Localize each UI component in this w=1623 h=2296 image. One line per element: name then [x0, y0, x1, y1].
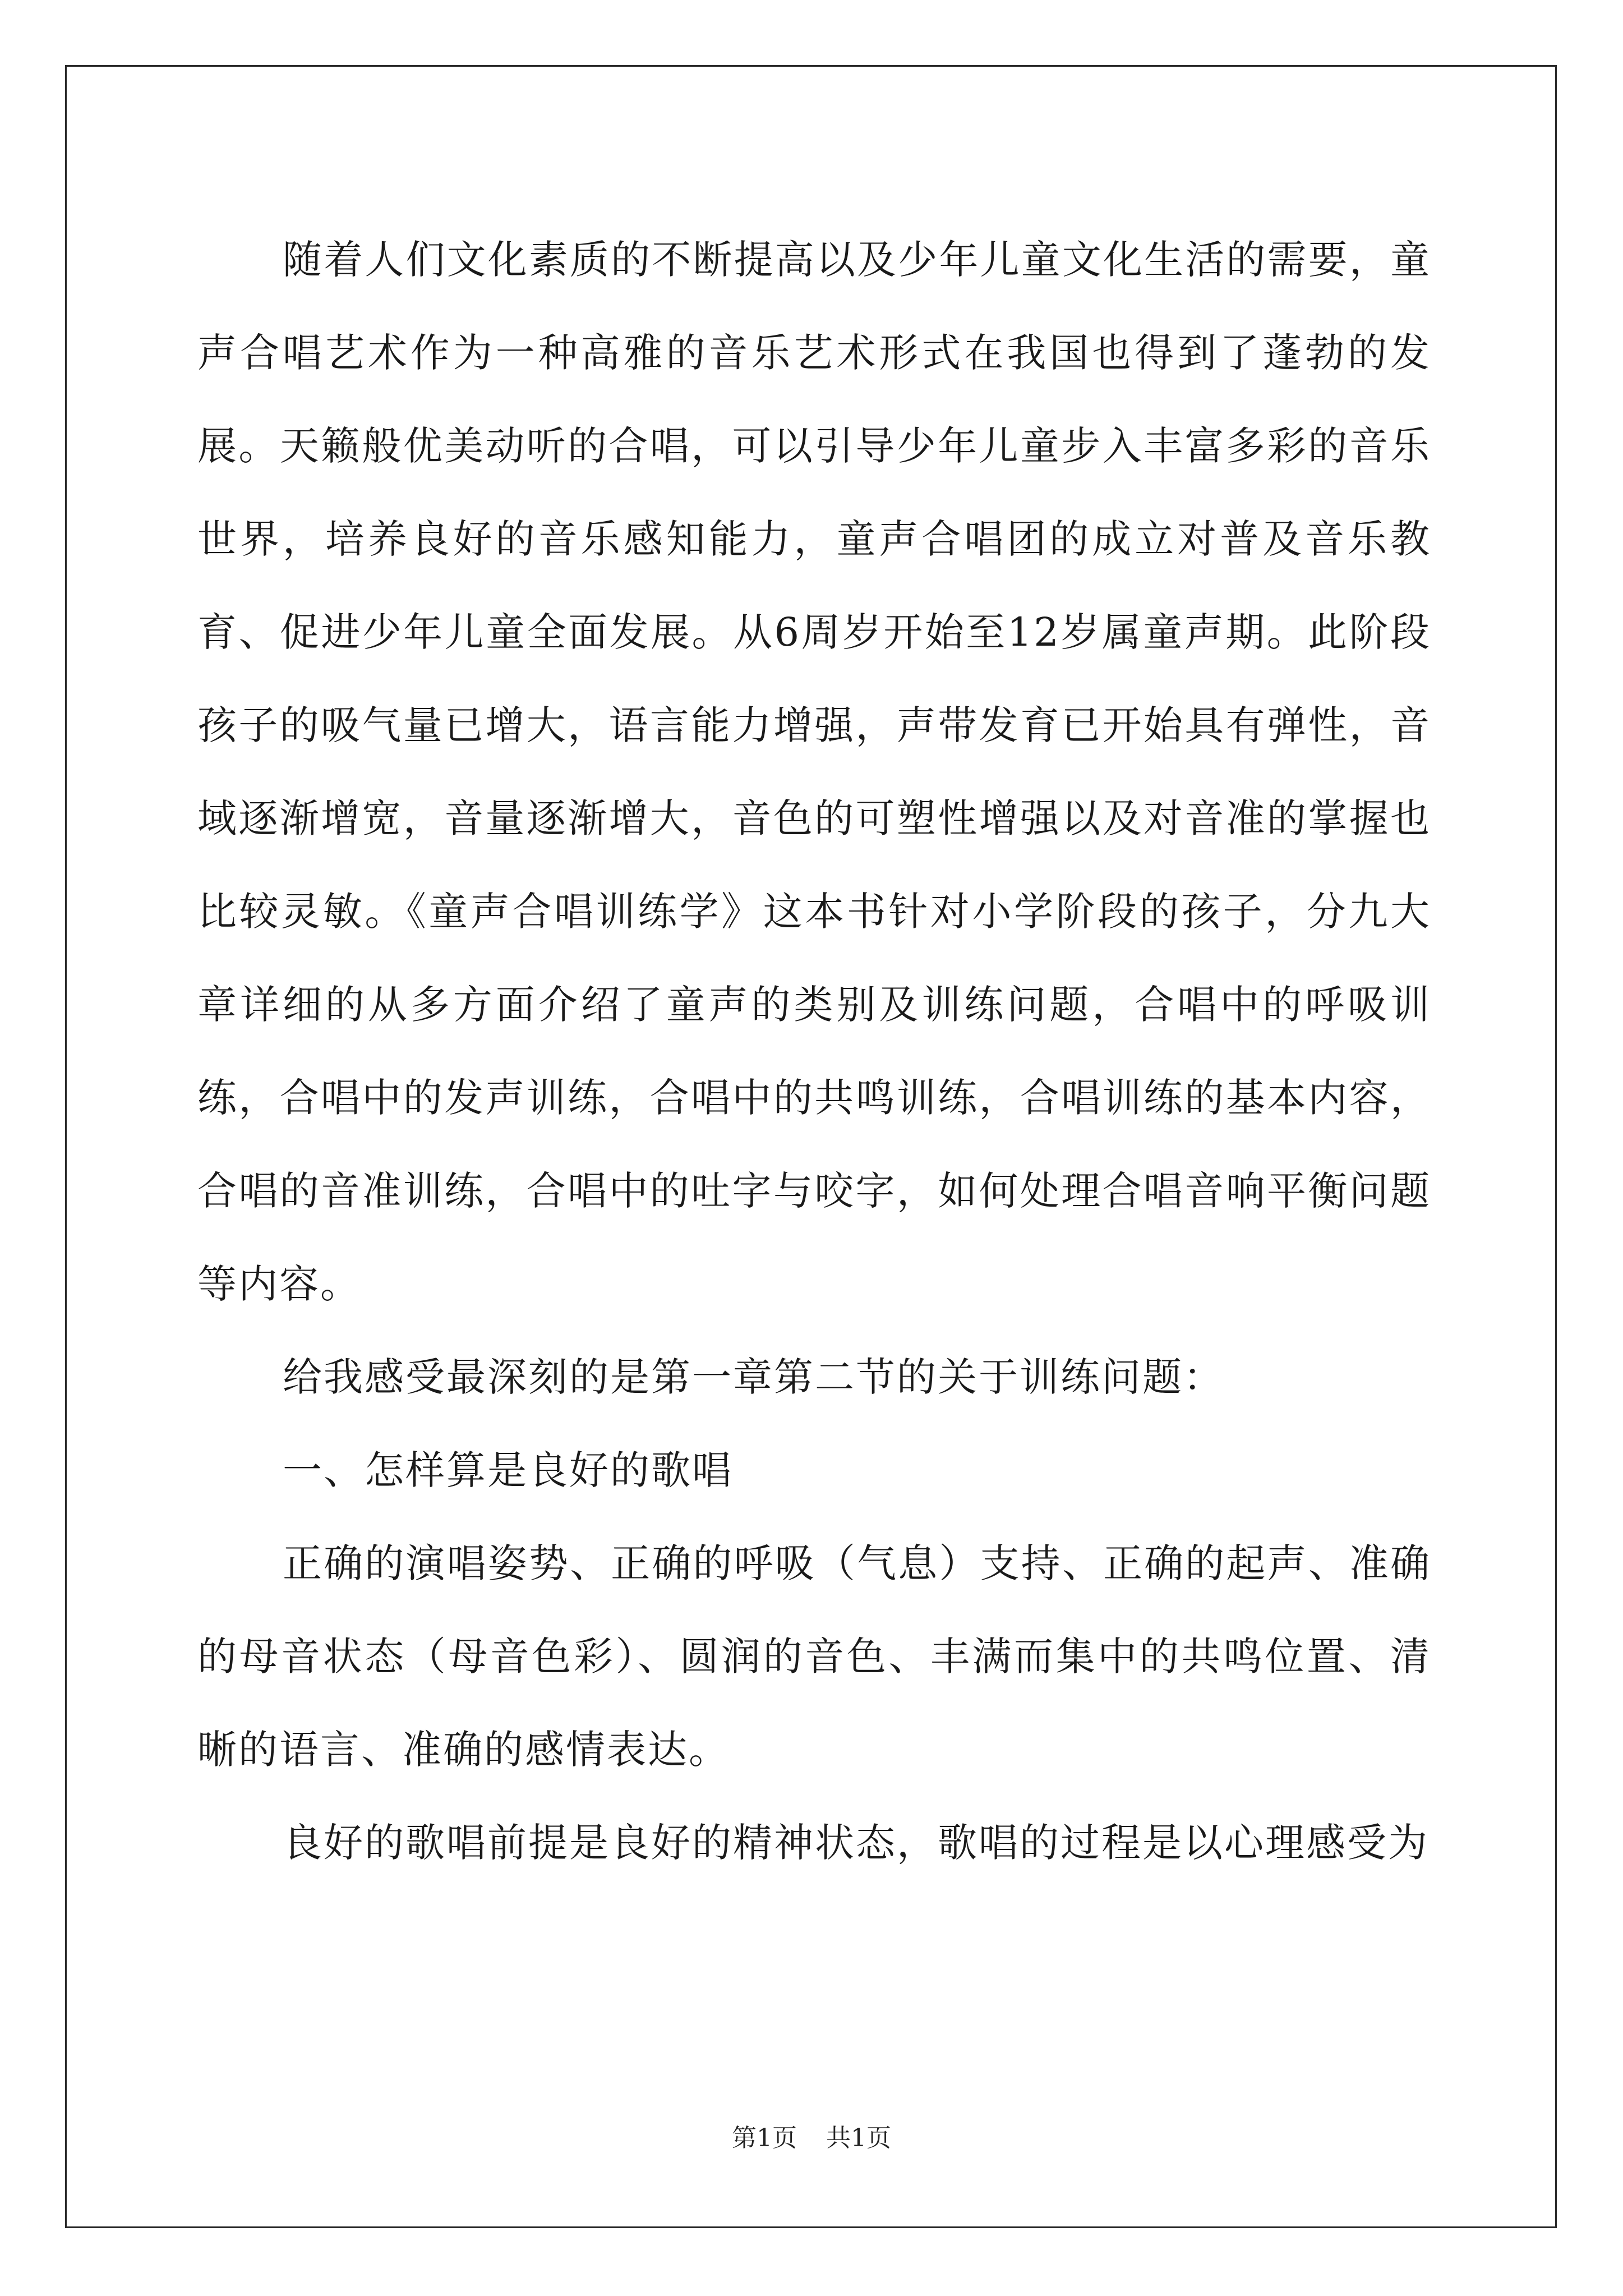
- section-heading-good-singing: 一、怎样算是良好的歌唱: [283, 1447, 733, 1493]
- paragraph-mental-state: 良好的歌唱前提是良好的精神状态，歌唱的过程是以心理感受为: [283, 1820, 1429, 1866]
- paragraph-intro: 随着人们文化素质的不断提高以及少年儿童文化生活的需要，童声合唱艺术作为一种高雅的音乐艺术形式在我国也得到了蓬勃的发展。天籁般优美动听的合唱，可以引导少年儿童步入丰富多彩的音乐世界，培养良好的音乐感知能力，童声合唱团的成立对普及音乐教育、促进少年儿童全面发展。从6周岁开始至12岁属童声期。此阶段孩子的吸气量已增大，语言能力增强，声带发育已开始具有弹性，音域逐渐增宽，音量逐渐增大，音色的可塑性增强以及对音准的掌握也比较灵敏。《童声合唱训练学》这本书针对小学阶段的孩子，分九大章详细的从多方面介绍了童声的类别及训练问题，合唱中的呼吸训练，合唱中的发声训练，合唱中的共鸣训练，合唱训练的基本内容，合唱的音准训练，合唱中的吐字与咬字，如何处理合唱音响平衡问题等内容。: [197, 237, 1431, 1307]
- paragraph-deepest-impression: 给我感受最深刻的是第一章第二节的关于训练问题：: [283, 1354, 1224, 1400]
- document-body: [197, 213, 1431, 1889]
- page-number: 第1页: [732, 2124, 797, 2152]
- page-total: 共1页: [826, 2124, 891, 2152]
- page-footer: [0, 2122, 1623, 2155]
- paragraph-singing-elements: 正确的演唱姿势、正确的呼吸（气息）支持、正确的起声、准确的母音状态（母音色彩）、圆润的音色、丰满而集中的共鸣位置、清晰的语言、准确的感情表达。: [197, 1540, 1431, 1773]
